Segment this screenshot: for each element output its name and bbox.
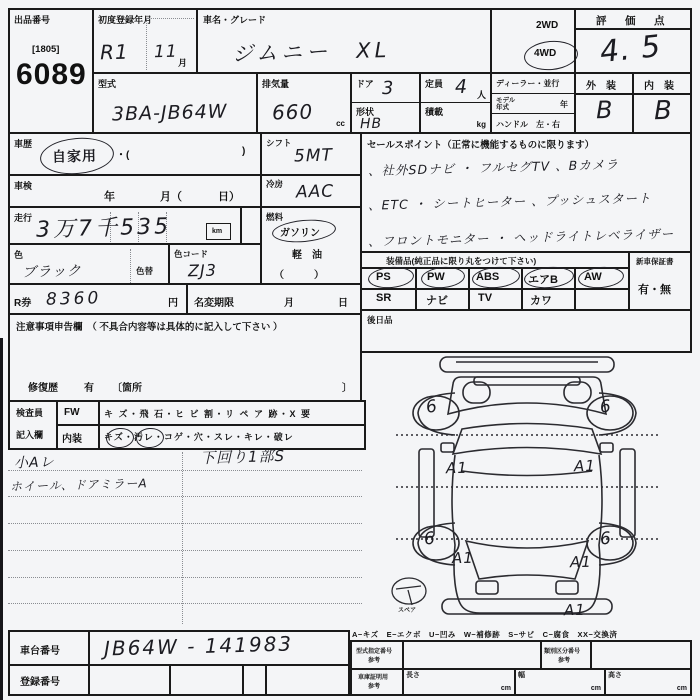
equip-leather: カワ (530, 295, 552, 307)
width-label: 幅 (518, 672, 525, 679)
displacement-box (256, 72, 352, 134)
r-ticket-label: R券 (14, 298, 32, 309)
mileage-value: 3万7千535 (35, 214, 172, 243)
model-code-label: 型式 (98, 79, 117, 89)
first-registration-label: 初度登録年月 (98, 15, 153, 25)
displacement-unit: cc (336, 119, 345, 128)
lot-number-box (8, 8, 94, 134)
equipment-label: 装備品(純正品に限り丸をつけて下さい) (386, 256, 537, 266)
equipment-box (360, 251, 692, 311)
kizu-circle (105, 427, 135, 449)
note-line2: ホイール、ドアミラーA (9, 476, 148, 494)
capacity-label: 定員 (425, 79, 444, 89)
name-change-day: 日 (338, 298, 348, 309)
door-label: ドア (356, 79, 374, 89)
name-change-label: 名変期限 (194, 298, 234, 309)
later-items-label: 後日品 (367, 315, 393, 325)
shaken-label: 車検 (14, 181, 33, 191)
chassis-table (8, 630, 350, 696)
wheel-mark-front-left: 6 (424, 396, 440, 418)
height-unit: cm (676, 685, 687, 692)
shift-box (260, 132, 362, 176)
repair-close: 〕 (342, 383, 352, 394)
score-box (574, 8, 692, 74)
shaken-month: 月（ (160, 191, 182, 203)
inspector-label-2: 記入欄 (16, 430, 44, 440)
notice-label: 注意事項申告欄 （ 不具合内容等は具体的に記入して下さい ） (16, 322, 283, 333)
score-value: 4. 5 (598, 28, 663, 71)
cooling-label: 冷房 (266, 179, 284, 189)
history-circle (39, 135, 116, 177)
model-year-label-1: モデル (496, 97, 516, 104)
r-ticket-box (8, 283, 188, 315)
inspector-yogore: 汚レ (133, 432, 154, 442)
lot-label: 出品番号 (14, 15, 51, 25)
notice-box (8, 313, 362, 402)
score-label: 評 価 点 (596, 15, 669, 27)
class-no-label: 類別区分番号 (544, 649, 581, 655)
history-paren-close: ) (242, 146, 246, 157)
equip-aw: AW (584, 271, 602, 283)
history-paren-open: ・( (116, 150, 130, 161)
fuel-other: （ ） (274, 270, 324, 281)
equip-navi: ナビ (426, 295, 448, 307)
inspector-sep: ・ (123, 432, 134, 442)
model-year-unit: 年 (560, 100, 568, 109)
name-change-box (186, 283, 362, 315)
repair-yes: 有 (84, 383, 94, 394)
repair-open: 〔箇所 (112, 383, 142, 394)
panel-mark-rear-right: A1 (569, 552, 593, 572)
garage-ref: 参考 (368, 684, 381, 690)
spare-tire-label: スペア (398, 608, 417, 614)
shaken-year: 年 (104, 191, 115, 203)
fuel-diesel: 軽 油 (292, 250, 322, 261)
shift-label: シフト (266, 138, 292, 148)
scan-edge-artifact (0, 338, 3, 700)
drive-2wd: 2WD (536, 20, 559, 31)
inspector-row1-head: FW (64, 407, 80, 418)
color-code-value: ZJ3 (187, 260, 218, 281)
length-unit: cm (500, 685, 511, 692)
wheel-mark-rear-left: 6 (422, 528, 438, 550)
name-change-month: 月 (284, 298, 294, 309)
sales-points-label: セールスポイント（正常に機能するものに限ります） (367, 140, 595, 151)
first-registration-era: R1 (99, 39, 129, 65)
warranty-value: 有・無 (638, 284, 671, 296)
color-code-label: 色コード (174, 249, 209, 259)
equip-abs: ABS (476, 271, 500, 283)
type-no-ref: 参考 (368, 658, 381, 664)
grade-box (574, 72, 692, 134)
lot-value: 6089 (16, 58, 87, 91)
history-label: 車歴 (14, 139, 33, 149)
model-year-label-2: 年式 (496, 104, 509, 111)
capacity-unit: 人 (477, 90, 487, 100)
inspector-label-1: 検査員 (16, 408, 44, 418)
panel-mark-rear-left: A1 (451, 548, 475, 568)
repair-label: 修復歴 (28, 383, 58, 394)
sales-line-3: 、フロントモニター ・ ヘッドライトレベライザー (367, 225, 675, 250)
drive-type-box (490, 8, 576, 74)
width-unit: cm (590, 685, 601, 692)
mileage-box (8, 206, 262, 245)
inspector-row2-head: 内装 (62, 434, 82, 445)
note-line1: 小Aレ (13, 454, 55, 472)
first-registration-box (92, 8, 198, 74)
class-no-ref: 参考 (558, 658, 571, 664)
car-diagram (362, 353, 692, 625)
model-code-value: 3BA-JB64W (111, 100, 228, 126)
inspector-kizu: キズ (104, 432, 124, 442)
history-value: 自家用 (51, 147, 98, 165)
type-no-label: 型式指定番号 (356, 649, 393, 655)
car-name-value: ジムニー XL (231, 37, 391, 67)
wheel-mark-front-right: 6 (598, 396, 613, 418)
width-cell (514, 668, 604, 694)
cooling-box (260, 174, 362, 208)
shape-label: 形状 (356, 107, 375, 117)
sales-line-2: 、ETC ・ シートヒーター 、プッシュスタート (367, 190, 652, 213)
equip-tv: TV (478, 292, 493, 304)
inspector-box (8, 400, 366, 450)
chassis-value: JB64W - 141983 (103, 631, 294, 661)
door-value: 3 (381, 77, 395, 100)
color-value: ブラック (21, 263, 82, 281)
r-ticket-value: 8360 (45, 288, 102, 310)
shape-value: HB (359, 115, 383, 133)
car-outline-svg (362, 353, 692, 625)
load-label: 積載 (425, 107, 444, 117)
shaken-box (8, 174, 262, 208)
sales-line-1: 、社外SDナビ ・ フルセグTV 、Bカメラ (367, 156, 619, 179)
damage-legend: A−キズ E−エクボ U−凹み W−補修跡 S−サビ C−腐食 XX−交換済 (352, 630, 618, 639)
r-ticket-unit: 円 (168, 298, 178, 309)
shift-value: 5MT (293, 145, 334, 167)
capacity-load-box (419, 72, 492, 134)
registration-label: 登録番号 (20, 677, 60, 688)
wheel-mark-rear-right: 6 (599, 528, 613, 550)
displacement-value: 660 (271, 99, 314, 125)
color-label: 色 (14, 250, 24, 260)
exterior-label: 外 装 (586, 81, 616, 92)
dealer-handle-box (490, 72, 576, 134)
equip-ps: PS (376, 271, 391, 283)
equip-sr: SR (376, 292, 392, 304)
mileage-unit: km (212, 228, 223, 235)
interior-label: 内 装 (644, 81, 674, 92)
first-registration-month-unit: 月 (178, 58, 188, 68)
mileage-label: 走行 (14, 213, 33, 223)
car-name-label: 車名・グレード (203, 15, 267, 25)
height-cell (604, 668, 690, 694)
car-name-box (196, 8, 492, 74)
note-line3: 下回り1部S (199, 446, 286, 468)
equip-pw: PW (427, 271, 445, 283)
length-cell (402, 668, 514, 694)
exterior-grade: B (595, 95, 614, 125)
reference-table (350, 640, 692, 696)
chassis-label: 車台番号 (20, 646, 60, 657)
length-label: 長さ (406, 672, 420, 679)
color-change-label: 色替 (136, 266, 154, 276)
fuel-box (260, 206, 362, 285)
lot-code: [1805] (32, 44, 60, 55)
height-label: 高さ (608, 672, 622, 679)
shaken-day: 日） (218, 191, 240, 203)
fuel-gasoline: ガソリン (280, 228, 320, 239)
panel-mark-right-door: A1 (573, 456, 597, 476)
first-registration-month: 11 (153, 41, 178, 63)
garage-label: 車庫証明用 (358, 675, 389, 681)
drive-4wd-circle (523, 39, 579, 73)
mileage-unit-box (206, 223, 231, 240)
yogore-circle (135, 427, 165, 449)
inspector-rest: ・コゲ・穴・スレ・キレ・破レ (153, 432, 294, 442)
notes-area (8, 446, 362, 628)
panel-mark-left-door: A1 (445, 458, 469, 478)
later-items-box (360, 309, 692, 353)
inspector-row1-text: キ ズ・飛 石・ヒ ビ 割・リ ペ ア 跡・X 要 (104, 409, 312, 419)
history-box (8, 132, 262, 176)
interior-grade: B (653, 95, 674, 127)
model-code-box (92, 72, 258, 134)
handle-label: ハンドル 左・右 (496, 120, 560, 129)
drive-4wd: 4WD (534, 48, 557, 59)
cooling-value: AAC (295, 181, 335, 203)
displacement-label: 排気量 (262, 79, 290, 89)
fuel-label: 燃料 (266, 212, 284, 222)
load-unit: kg (476, 120, 486, 129)
warranty-label: 新車保証書 (636, 257, 674, 266)
door-shape-box (350, 72, 421, 134)
panel-mark-rear-gate: A1 (563, 600, 587, 620)
equip-airbag: エアB (528, 274, 558, 286)
dealer-label: ディーラー・並行 (496, 79, 560, 88)
color-box (8, 243, 262, 285)
sales-points-box (360, 132, 692, 253)
capacity-value: 4 (454, 75, 469, 99)
